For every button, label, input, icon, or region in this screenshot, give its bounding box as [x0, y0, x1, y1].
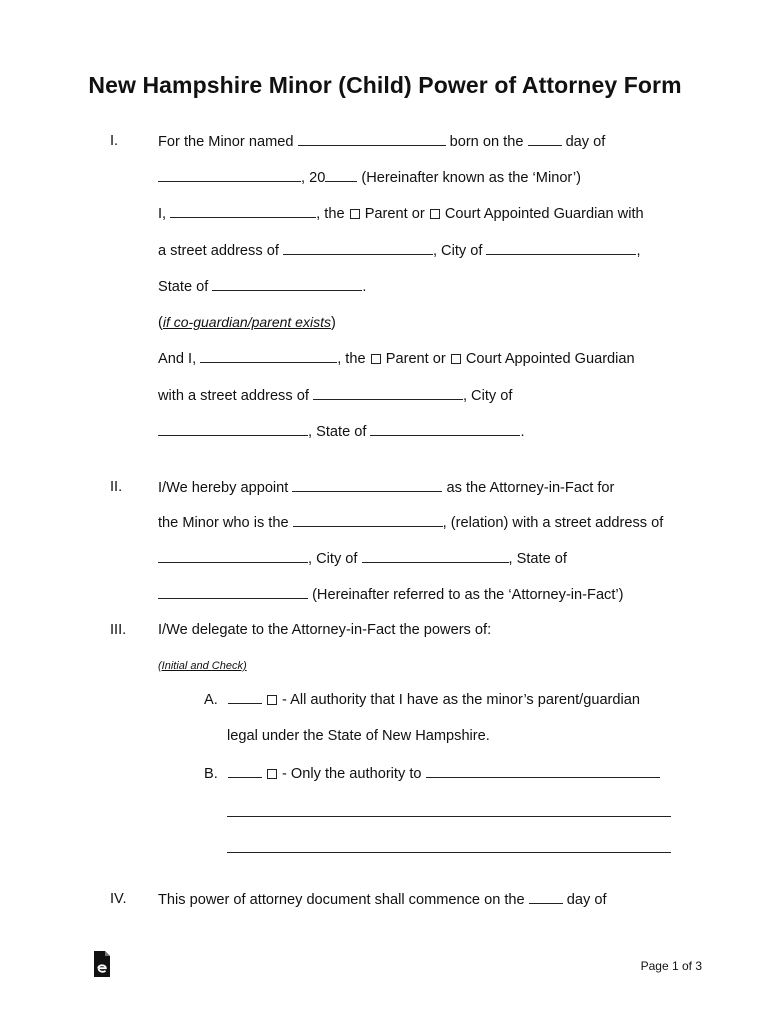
commence-line: This power of attorney document shall commence on the day of [158, 892, 607, 908]
minor-name-line: For the Minor named born on the day of [158, 134, 606, 150]
option-a-continued: legal under the State of New Hampshire. [227, 728, 490, 744]
guardian-two-line: And I, , the Parent or Court Appointed Guardian [158, 351, 635, 367]
attorney-street-field[interactable] [158, 549, 308, 563]
section-number-ii: II. [110, 479, 123, 495]
minor-name-field[interactable] [298, 132, 446, 146]
option-b-extra-line-2[interactable] [227, 852, 671, 853]
parent-checkbox[interactable] [350, 209, 360, 219]
parent-two-checkbox[interactable] [371, 354, 381, 364]
birth-day-field[interactable] [528, 132, 562, 146]
page-title: New Hampshire Minor (Child) Power of Attorney Form [88, 72, 682, 98]
guardian-two-address-line: with a street address of , City of [158, 388, 513, 404]
guardian-two-state-field[interactable] [370, 422, 520, 436]
option-b-extra-line-1[interactable] [227, 816, 671, 817]
guardian-two-name-field[interactable] [200, 349, 337, 363]
birth-year-line: , 20 (Hereinafter known as the ‘Minor’) [158, 168, 581, 187]
initial-check-note: (Initial and Check) [158, 660, 247, 672]
co-guardian-note: (if co-guardian/parent exists) [158, 314, 336, 331]
delegate-line: I/We delegate to the Attorney-in-Fact the powers of: [158, 622, 492, 638]
section-number-i: I. [110, 133, 119, 149]
relation-line: the Minor who is the , (relation) with a street address of [158, 515, 664, 531]
guardian-one-street-field[interactable] [283, 241, 433, 255]
guardian-one-city-field[interactable] [486, 241, 636, 255]
section-number-iii: III. [110, 622, 127, 638]
commence-day-field[interactable] [529, 890, 563, 904]
guardian-one-state-field[interactable] [212, 277, 362, 291]
option-a-initial-field[interactable] [228, 690, 262, 704]
option-b-initial-field[interactable] [228, 764, 262, 778]
guardian-two-street-field[interactable] [313, 386, 463, 400]
attorney-name-field[interactable] [292, 478, 442, 492]
guardian-one-line: I, , the Parent or Court Appointed Guardian with [158, 206, 644, 222]
option-a-checkbox[interactable] [267, 695, 277, 705]
guardian-one-state-line: State of . [158, 279, 367, 295]
guardian-one-address-line: a street address of , City of , [158, 243, 641, 259]
option-b-checkbox[interactable] [267, 769, 277, 779]
appoint-line: I/We hereby appoint as the Attorney-in-Fact for [158, 480, 615, 496]
court-guardian-checkbox[interactable] [430, 209, 440, 219]
attorney-state-field[interactable] [158, 585, 308, 599]
attorney-city-field[interactable] [362, 549, 509, 563]
option-a-line: A. - All authority that I have as the minor’s parent/guardian [204, 692, 641, 708]
relation-field[interactable] [293, 513, 443, 527]
guardian-one-name-field[interactable] [170, 204, 316, 218]
birth-month-field[interactable] [158, 168, 301, 182]
attorney-state-line: (Hereinafter referred to as the ‘Attorney-in-Fact’) [158, 585, 624, 604]
option-b-authority-field[interactable] [426, 764, 660, 778]
guardian-two-city-state-line: , State of . [158, 422, 525, 441]
birth-year-field[interactable] [325, 168, 357, 182]
section-number-iv: IV. [110, 891, 127, 907]
option-b-line: B. - Only the authority to [204, 764, 660, 783]
page-number: Page 1 of 3 [640, 959, 702, 973]
court-guardian-two-checkbox[interactable] [451, 354, 461, 364]
guardian-two-city-field[interactable] [158, 422, 308, 436]
eforms-logo-icon [92, 950, 112, 978]
attorney-address-line: , City of , State of [158, 549, 567, 568]
